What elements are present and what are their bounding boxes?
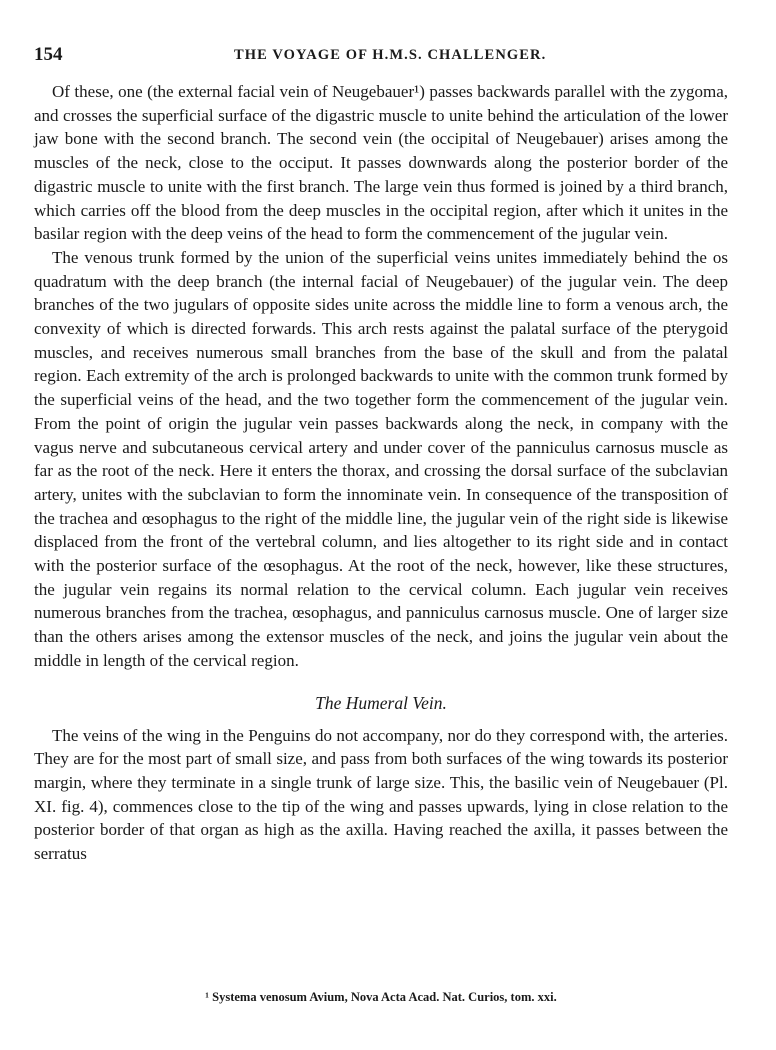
paragraph-humeral-vein: The veins of the wing in the Penguins do not accompany, nor do they correspond with, the arteries. They are for the most part of small size, and pass from both surfaces of the wing towards its posterior margin, where they terminate in a single trunk of large size. This, the basilic vein of Neugebauer (Pl. XI. fig. 4), commences close to the tip of the wing and passes upwards, lying in close relation to the posterior border of that organ as high as the axilla. Having reached the axilla, it passes between the serratus — [34, 725, 728, 864]
footnote: ¹ Systema venosum Avium, Nova Acta Acad. Nat. Curios, tom. xxi. — [205, 990, 557, 1004]
running-title: THE VOYAGE OF H.M.S. CHALLENGER. — [234, 47, 547, 63]
paragraph-jugular-vein: The venous trunk formed by the union of the superficial veins unites immediately behind the os quadratum with the deep branch (the internal facial of Neugebauer) of the jugular vein. The deep branches of the two jugulars of opposite sides unite across the middle line to form a venous arch, the convexity of which is directed forwards. This arch rests against the palatal surface of the pterygoid muscles, and receives numerous small branches from the base of the skull and from the palatal region. Each extremity of the arch is prolonged backwards to unite with the common trunk formed by the superficial veins of the head, and the two together form the commencement of the jugular vein. From the point of origin the jugular vein passes backwards along the neck, in company with the vagus nerve and subcutaneous cervical artery and under cover of the panniculus carnosus muscle as far as the root of the neck. Here it enters the thorax, and crossing the dorsal surface of the subclavian artery, unites with the subclavian to form the innominate vein. In consequence of the transposition of the trachea and œsophagus to the right of the middle line, the jugular vein of the right side is likewise displaced from the front of the vertebral column, and lies altogether to its right side and in contact with the posterior surface of the œsophagus. At the root of the neck, however, like these structures, the jugular vein regains its normal relation to the cervical column. Each jugular vein receives numerous branches from the trachea, œsophagus, and panniculus carnosus muscle. One of larger size than the others arises among the extensor muscles of the neck, and joins the jugular vein about the middle in length of the cervical region. — [34, 247, 728, 670]
paragraph-facial-veins: Of these, one (the external facial vein of Neugebauer¹) passes backwards parallel with the zygoma, and crosses the superficial surface of the digastric muscle to unite behind the articulation of the lower jaw bone with the second branch. The second vein (the occipital of Neugebauer) arises among the muscles of the neck, close to the occiput. It passes downwards along the posterior border of the digastric muscle to unite with the first branch. The large vein thus formed is joined by a third branch, which carries off the blood from the deep muscles in the occipital region, after which it unites in the basilar region with the deep veins of the head to form the commencement of the jugular vein. — [34, 82, 728, 244]
body-text — [34, 80, 728, 866]
page — [34, 44, 728, 1004]
page-number: 154 — [34, 44, 63, 65]
page-header — [34, 44, 728, 66]
section-heading: The Humeral Vein. — [315, 692, 447, 713]
